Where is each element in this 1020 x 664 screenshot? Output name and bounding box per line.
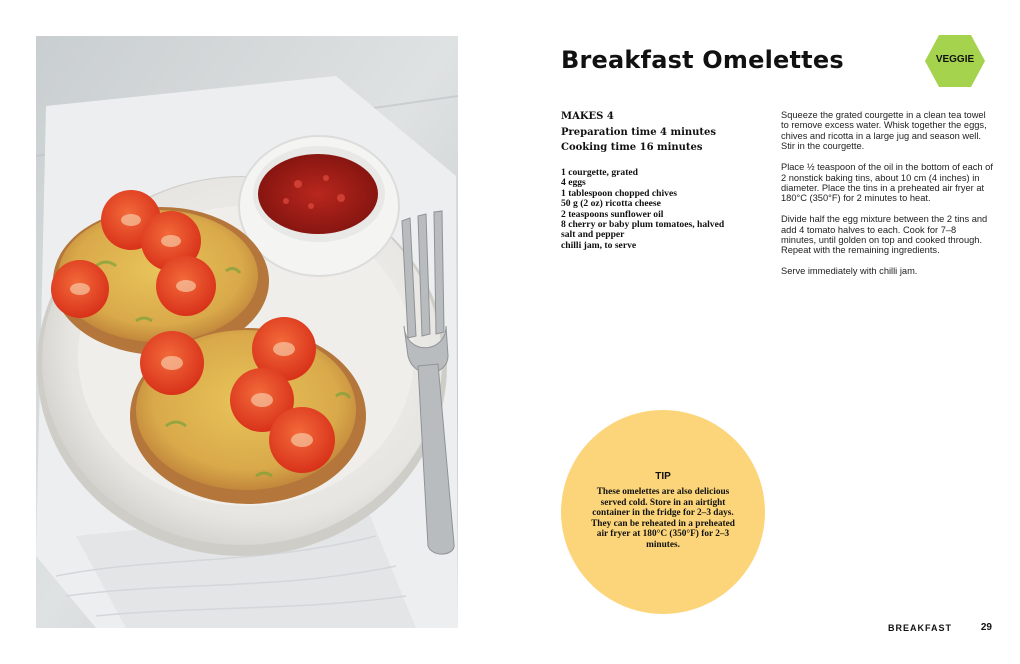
tip-text: These omelettes are also delicious served cold. Store in an airtight container in the fridge for 2–3 days. They can be reheated in a preheated air fryer at 180°C (350°F) for 2–3 minutes. — [591, 487, 735, 550]
page-number: 29 — [980, 622, 992, 633]
ingredient-item: chilli jam, to serve — [561, 239, 637, 251]
footer-section-name: BREAKFAST — [887, 623, 952, 633]
recipe-meta — [561, 109, 761, 156]
ingredients-list — [561, 168, 771, 251]
recipe-title: Breakfast Omelettes — [561, 46, 844, 74]
ingredient-item: salt and pepper — [561, 229, 625, 241]
ingredient-item: 4 eggs — [561, 177, 586, 189]
recipe-photo — [36, 36, 458, 628]
veggie-badge-label: VEGGIE — [935, 54, 975, 65]
method-step: Serve immediately with chilli jam. — [781, 266, 918, 277]
ingredient-item: 1 courgette, grated — [561, 167, 638, 178]
method-step: Divide half the egg mixture between the 2 tins and add 4 tomato halves to each. Cook for 7–8 minutes, until golden on top and cooked through. Repeat with the remaining ingredients. — [781, 214, 988, 256]
ingredient-item: 1 tablespoon chopped chives — [561, 187, 677, 199]
ingredient-item: 2 teaspoons sunflower oil — [561, 208, 664, 220]
prep-time: Preparation time 4 minutes — [561, 126, 717, 138]
makes-label: MAKES 4 — [561, 111, 614, 122]
ingredient-item: 8 cherry or baby plum tomatoes, halved — [561, 219, 725, 231]
tip-heading: TIP — [655, 471, 671, 482]
cook-time: Cooking time 16 minutes — [561, 142, 703, 153]
method-step: Squeeze the grated courgette in a clean tea towel to remove excess water. Whisk together the eggs, chives and ricotta in a large jug and season well. Stir in the courgette. — [781, 110, 987, 152]
method-step: Place ½ teaspoon of the oil in the bottom of each of 2 nonstick baking tins, about 10 cm (4 inches) in diameter. Place the tins in a preheated air fryer at 180°C (350°F) for 2 minutes to heat. — [781, 162, 993, 204]
ingredient-item: 50 g (2 oz) ricotta cheese — [561, 198, 661, 210]
method-steps — [781, 110, 993, 287]
